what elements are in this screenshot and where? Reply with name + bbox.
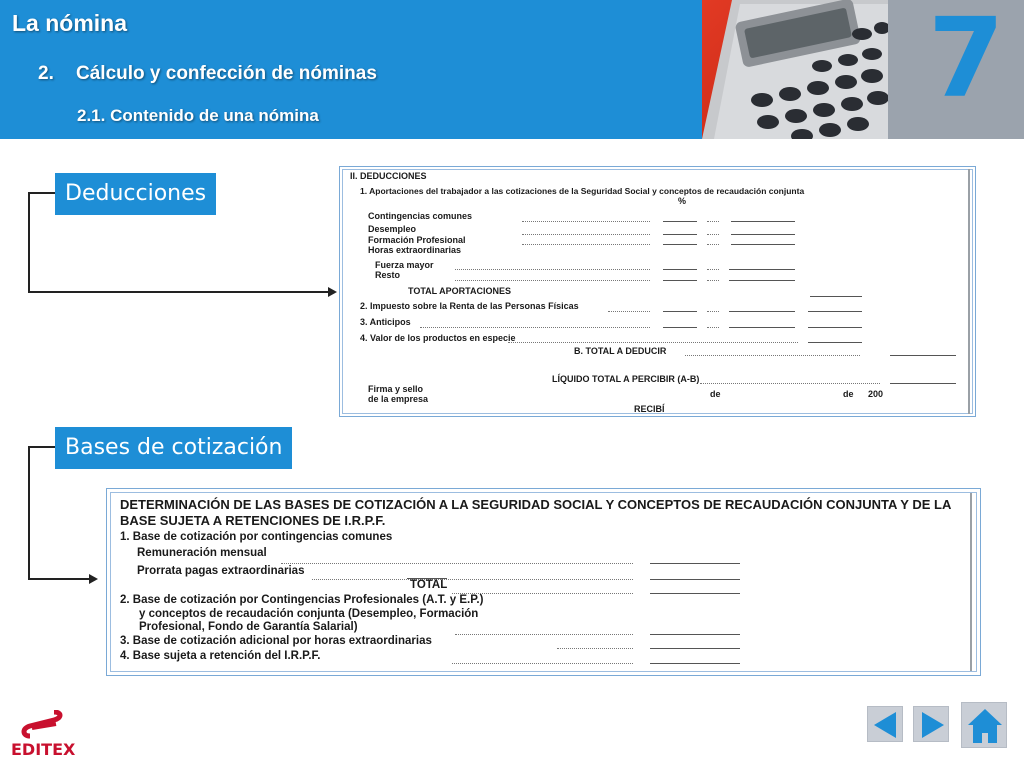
field-line [890,355,956,356]
firma-sello: Firma y sello [368,384,424,394]
field-line [808,327,862,328]
row-contingencias: Contingencias comunes [368,211,473,221]
total-deducir: B. TOTAL A DEDUCIR [574,346,667,356]
field-line [650,648,740,649]
row-total-aportaciones: TOTAL APORTACIONES [408,286,512,296]
header-banner [0,0,1024,139]
field-line [663,280,697,281]
chapter-box [888,0,1024,139]
field-line [808,342,862,343]
dots [707,244,719,245]
editex-logo [8,710,78,760]
field-line [731,234,795,235]
item-contingencias-profesionales: 2. Base de cotización por Contingencias Profesionales (A.T. y E.P.) [120,594,484,606]
field-line [650,663,740,664]
row-remuneracion: Remuneración mensual [137,547,267,559]
dots [707,221,719,222]
row-prorrata: Prorrata pagas extraordinarias [137,565,305,577]
previous-button[interactable] [867,706,903,742]
percent-header: % [678,196,687,206]
house-icon [962,703,1008,749]
item-horas-extraordinarias: 3. Base de cotización adicional por horas extraordinarias [120,635,432,647]
triangle-left-icon [868,707,904,743]
connector-bases-bottom [30,578,90,580]
row-desempleo: Desempleo [368,224,417,234]
field-line [808,311,862,312]
form-heading: DETERMINACIÓN DE LAS BASES DE COTIZACIÓN A LA SEGURIDAD SOCIAL Y CONCEPTOS DE RECAUDACIÓN CONJUNTA Y DE LA BASE SUJETA A RETENCIONES DE I.R.P.F. [120,497,951,528]
dots [707,280,719,281]
field-line [729,269,795,270]
bases-cotizacion-form [106,488,981,676]
chapter-number: 7 [928,0,1005,122]
page-title: La nómina [12,10,128,36]
dots [508,342,798,343]
dots [522,234,650,235]
label-bases-cotizacion: Bases de cotización [55,427,292,469]
date-de-1: de [710,389,721,399]
recibi: RECIBÍ [634,404,665,414]
item-contingencias-comunes: 1. Base de cotización por contingencias comunes [120,531,393,543]
item-recaudacion-conjunta: y conceptos de recaudación conjunta (Desempleo, Formación [139,608,479,620]
field-line [729,280,795,281]
field-line [663,311,697,312]
label-deducciones: Deducciones [55,173,216,215]
field-line [663,244,697,245]
section-heading [38,63,377,85]
dots [707,327,719,328]
liquido-total: LÍQUIDO TOTAL A PERCIBIR (A-B) [552,374,700,384]
field-line [663,221,697,222]
date-year: 200 [868,389,884,399]
section-number: 2. [38,63,54,84]
dots [312,579,633,580]
row-horas: Horas extraordinarias [368,245,462,255]
dots [700,383,880,384]
connector-bases-vertical [28,447,56,580]
arrow-right-icon [328,287,337,297]
field-line [663,327,697,328]
item-irpf: 2. Impuesto sobre la Renta de las Personas Físicas [360,301,579,311]
firma-empresa: de la empresa [368,394,429,404]
connector-bases-top [28,446,55,448]
field-line [663,234,697,235]
dots [685,355,860,356]
form-heading: II. DEDUCCIONES [350,171,427,181]
dots [455,269,650,270]
connector-deducciones-bottom [30,291,330,293]
arrow-right-icon [89,574,98,584]
dots [707,311,719,312]
editex-logo-mark [8,710,78,740]
deducciones-form [339,166,976,417]
dots [420,327,650,328]
field-line [729,327,795,328]
logo-text: EDITEX [11,740,76,759]
field-line [729,311,795,312]
dots [281,563,633,564]
dots [455,634,633,635]
form-edge [968,169,970,414]
dots [557,648,633,649]
row-fuerza-mayor: Fuerza mayor [375,260,434,270]
field-line [407,578,447,579]
dots [707,234,719,235]
item-fondo-garantia: Profesional, Fondo de Garantía Salarial) [139,621,358,633]
field-line [650,593,740,594]
field-line [650,634,740,635]
triangle-right-icon [914,707,950,743]
next-button[interactable] [913,706,949,742]
item-especie: 4. Valor de los productos en especie [360,333,516,343]
dots [522,244,650,245]
field-line [890,383,956,384]
field-line [810,296,862,297]
section-title: Cálculo y confección de nóminas [76,63,377,84]
dots [522,221,650,222]
form-edge [970,493,972,671]
item-retencion-irpf: 4. Base sujeta a retención del I.R.P.F. [120,650,321,662]
row-resto: Resto [375,270,401,280]
item-aportaciones: 1. Aportaciones del trabajador a las cotizaciones de la Seguridad Social y conceptos de recaudación conjunta [360,186,805,196]
field-line [663,269,697,270]
item-anticipos: 3. Anticipos [360,317,411,327]
field-line [650,563,740,564]
calculator-photo [702,0,888,139]
dots [608,311,650,312]
connector-deducciones-top [28,192,55,194]
dots [452,663,633,664]
dots [707,269,719,270]
date-de-2: de [843,389,854,399]
row-formacion: Formación Profesional [368,235,466,245]
subsection-heading: 2.1. Contenido de una nómina [77,106,319,125]
home-button[interactable] [961,702,1007,748]
row-total: TOTAL [410,579,448,591]
field-line [731,221,795,222]
connector-deducciones-vertical [28,193,56,293]
dots [455,280,650,281]
field-line [650,579,740,580]
field-line [731,244,795,245]
